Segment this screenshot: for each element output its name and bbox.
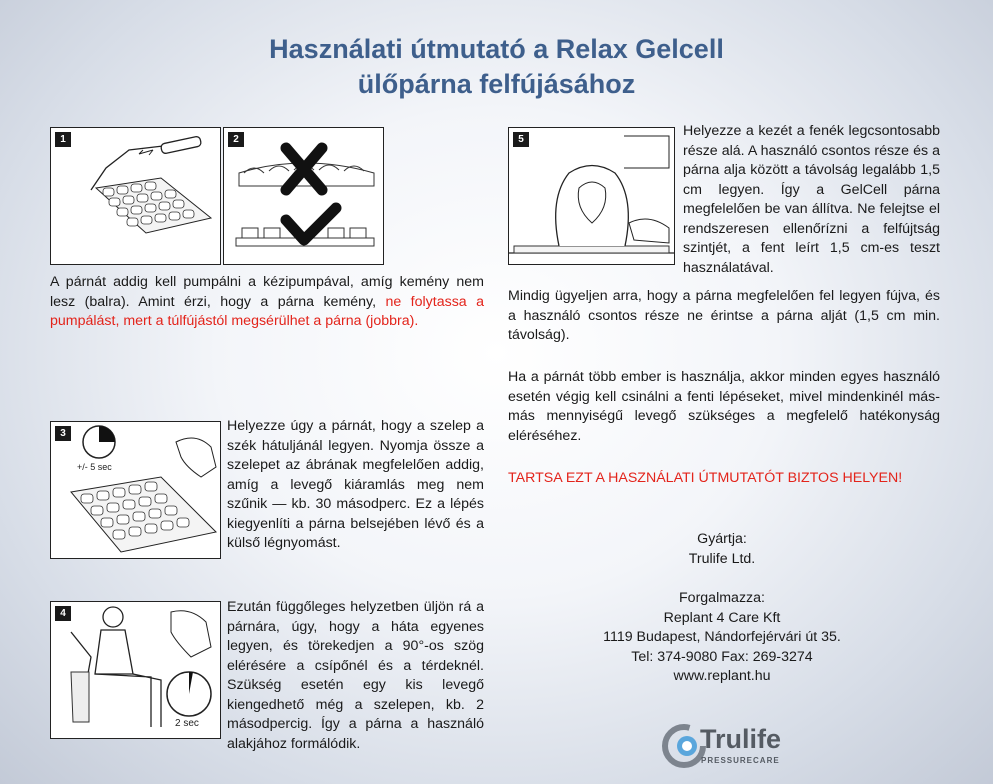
step-1-number: 1	[55, 132, 71, 147]
right-paragraph-1: Mindig ügyeljen arra, hogy a párna megfelelően fel legyen fújva, és a használó csontos része ne érintse a párna alját (1,5 cm min. távolság).	[508, 288, 940, 343]
logo-subtitle: PRESSURECARE	[701, 756, 780, 765]
distributor-label: Forgalmazza:	[679, 590, 765, 606]
step-5-illustration	[508, 127, 675, 265]
distributor-phone: Tel: 374-9080 Fax: 269-3274	[631, 648, 813, 665]
title-line-1: Használati útmutató a Relax Gelcell	[269, 34, 724, 64]
step-1-illustration	[50, 127, 221, 265]
step-2-number: 2	[228, 132, 244, 147]
step-3-timer-label: +/- 5 sec	[77, 462, 112, 472]
step-4-timer-label: 2 sec	[175, 718, 199, 729]
overinflation-comparison-drawing	[224, 128, 384, 265]
intro-text: A párnát addig kell pumpálni a kézipumpával, amíg kemény nem lesz (balra). Amint érzi, hogy a párna kemény,	[50, 274, 484, 310]
step-2-illustration	[223, 127, 384, 265]
step-4-number: 4	[55, 606, 71, 621]
intro-paragraph	[50, 273, 484, 332]
step-3-number: 3	[55, 426, 71, 441]
distributor-name: Replant 4 Care Kft	[663, 609, 781, 626]
step-5-number: 5	[513, 132, 529, 147]
distributor-address: 1119 Budapest, Nándorfejérvári út 35.	[603, 629, 841, 645]
step-3-illustration	[50, 421, 221, 559]
keep-manual-warning: TARTSA EZT A HASZNÁLATI ÚTMUTATÓT BIZTOS HELYEN!	[508, 470, 903, 486]
distributor-block	[552, 589, 892, 687]
valve-release-drawing	[51, 422, 221, 559]
distributor-website[interactable]: www.replant.hu	[673, 668, 771, 684]
manufacturer-label: Gyártja:	[697, 531, 747, 547]
step-4-illustration	[50, 601, 221, 739]
title-line-2: ülőpárna felfújásához	[357, 69, 636, 99]
step-5-text: Helyezze a kezét a fenék legcsontosabb része alá. A használó csontos része és a párna alja között a távolság legalább 1,5 cm legyen. Így a GelCell párna megfelelően be van állítva. Ne felejtse el rendszeresen ellenőrízni a felfújtság szintjét, a fent leírt 1,5 cm-es teszt használatával.	[683, 123, 940, 276]
logo-brand: Trulife	[700, 724, 782, 754]
page-title	[0, 32, 993, 102]
step-4-text: Ezután függőleges helyzetben üljön rá a párnára, úgy, hogy a háta egyenes legyen, és törekedjen a 90°-os szög elérésére a csípőnél és a térdeknél. Szükség esetén egy kis levegő kiengedhető még a szelepen, kb. 2 másodpercig. Így a párna a használó alakjához formálódik.	[227, 599, 484, 752]
hand-check-drawing	[509, 128, 675, 265]
trulife-logo	[660, 718, 840, 774]
pump-cushion-drawing	[51, 128, 221, 265]
right-paragraph-2: Ha a párnát több ember is használja, akkor minden egyes használó esetén végig kell csinálni a fenti lépéseket, mivel mindenkinél más-más mennyiségű levegő szükséges a megfelelő hatékonyság eléréséhez.	[508, 369, 940, 444]
step-3-text: Helyezze úgy a párnát, hogy a szelep a szék hátuljánál legyen. Nyomja össze a szelepet az ábrának megfelelően addig, amíg a levegő kiáramlás meg nem szűnik — kb. 30 másodperc. Ez a lépés kiegyenlíti a párna belsejében lévő és a külső légnyomást.	[227, 418, 484, 551]
manufacturer-block	[572, 530, 872, 569]
intro-warning-text: ne folytassa a pumpálást, mert a túlfújástól megsérülhet a párna (jobbra).	[50, 293, 485, 329]
manufacturer-name: Trulife Ltd.	[688, 550, 756, 567]
